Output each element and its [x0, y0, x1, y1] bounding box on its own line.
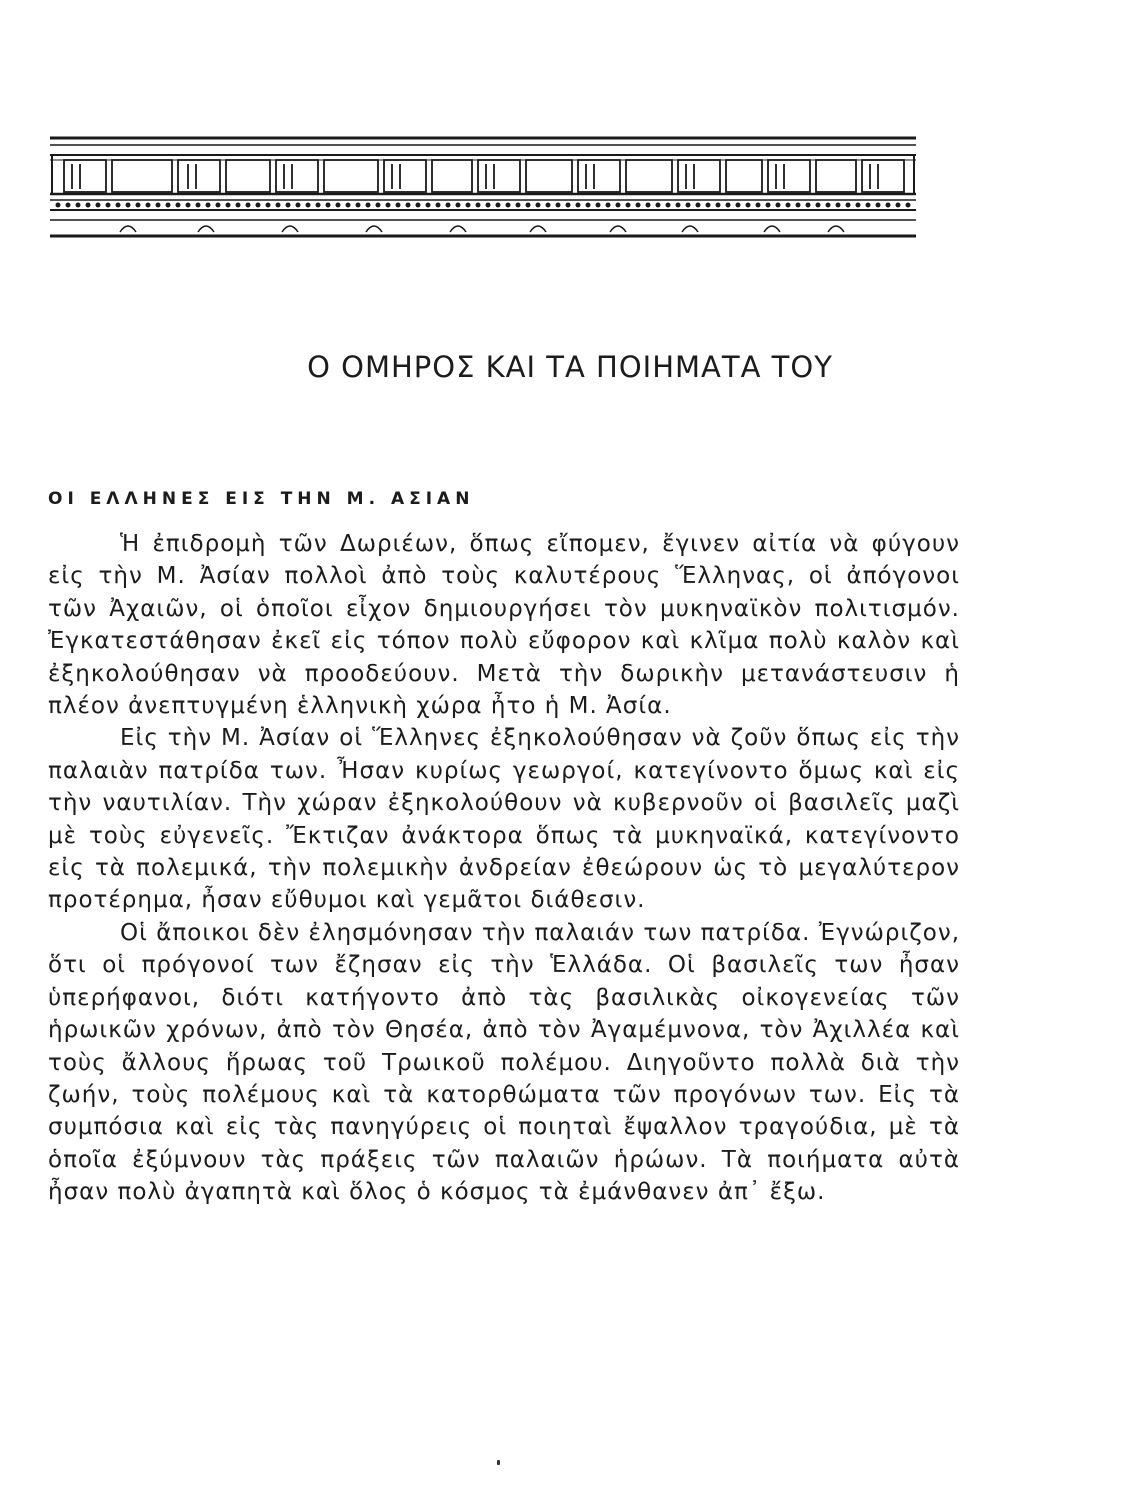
decorative-frieze-border	[50, 132, 918, 244]
paragraph: Ἡ ἐπιδρομὴ τῶν Δωριέων, ὅπως εἴπομεν, ἔγινεν αἰτία νὰ φύγουν εἰς τὴν Μ. Ἀσίαν πολλοὶ ἀπὸ τοὺς καλυτέρους Ἕλληνας, οἱ ἀπόγονοι τῶν Ἀχαιῶν, οἱ ὁποῖοι εἶχον δημιουργήσει τὸν μυκηναϊκὸν πολιτισμόν. Ἐγκατεστάθησαν ἐκεῖ εἰς τόπον πολὺ εὔφορον καὶ κλῖμα πολὺ καλὸν καὶ ἐξηκολούθησαν νὰ προοδεύουν. Μετὰ τὴν δωρικὴν μετανάστευσιν ἡ πλέον ἀνεπτυγμένη ἑλληνικὴ χώρα ἦτο ἡ Μ. Ἀσία.	[48, 531, 960, 720]
body-text	[48, 528, 960, 1209]
section-heading: ΟΙ ΕΛΛΗΝΕΣ ΕΙΣ ΤΗΝ Μ. ΑΣΙΑΝ	[48, 489, 475, 509]
ink-speck	[497, 1460, 500, 1465]
paragraph: Οἱ ἄποικοι δὲν ἐλησμόνησαν τὴν παλαιάν των πατρίδα. Ἐγνώριζον, ὅτι οἱ πρόγονοί των ἔζησαν εἰς τὴν Ἑλλάδα. Οἱ βασιλεῖς των ἦσαν ὑπερήφανοι, διότι κατήγοντο ἀπὸ τὰς βασιλικὰς οἰκογενείας τῶν ἡρωικῶν χρόνων, ἀπὸ τὸν Θησέα, ἀπὸ τὸν Ἀγαμέμνονα, τὸν Ἀχιλλέα καὶ τοὺς ἄλλους ἥρωας τοῦ Τρωικοῦ πολέμου. Διηγοῦντο πολλὰ διὰ τὴν ζωήν, τοὺς πολέμους καὶ τὰ κατορθώματα τῶν προγόνων των. Εἰς τὰ συμπόσια καὶ εἰς τὰς πανηγύρεις οἱ ποιηταὶ ἔψαλλον τραγούδια, μὲ τὰ ὁποῖα ἐξύμνουν τὰς πράξεις τῶν παλαιῶν ἡρώων. Τὰ ποιήματα αὐτὰ ἦσαν πολὺ ἀγαπητὰ καὶ ὅλος ὁ κόσμος τὰ ἐμάνθανεν ἀπ᾽ ἔξω.	[48, 919, 960, 1206]
page-title: Ο ΟΜΗΡΟΣ ΚΑΙ ΤΑ ΠΟΙΗΜΑΤΑ ΤΟΥ	[307, 350, 833, 384]
paragraph: Εἰς τὴν Μ. Ἀσίαν οἱ Ἕλληνες ἐξηκολούθησαν νὰ ζοῦν ὅπως εἰς τὴν παλαιὰν πατρίδα των. Ἦσαν κυρίως γεωργοί, κατεγίνοντο ὅμως καὶ εἰς τὴν ναυτιλίαν. Τὴν χώραν ἐξηκολούθουν νὰ κυβερνοῦν οἱ βασιλεῖς μαζὶ μὲ τοὺς εὐγενεῖς. Ἔκτιζαν ἀνάκτορα ὅπως τὰ μυκηναϊκά, κατεγίνοντο εἰς τὰ πολεμικά, τὴν πολεμικὴν ἀνδρείαν ἐθεώρουν ὡς τὸ μεγαλύτερον προτέρημα, ἦσαν εὔθυμοι καὶ γεμᾶτοι διάθεσιν.	[48, 725, 960, 914]
